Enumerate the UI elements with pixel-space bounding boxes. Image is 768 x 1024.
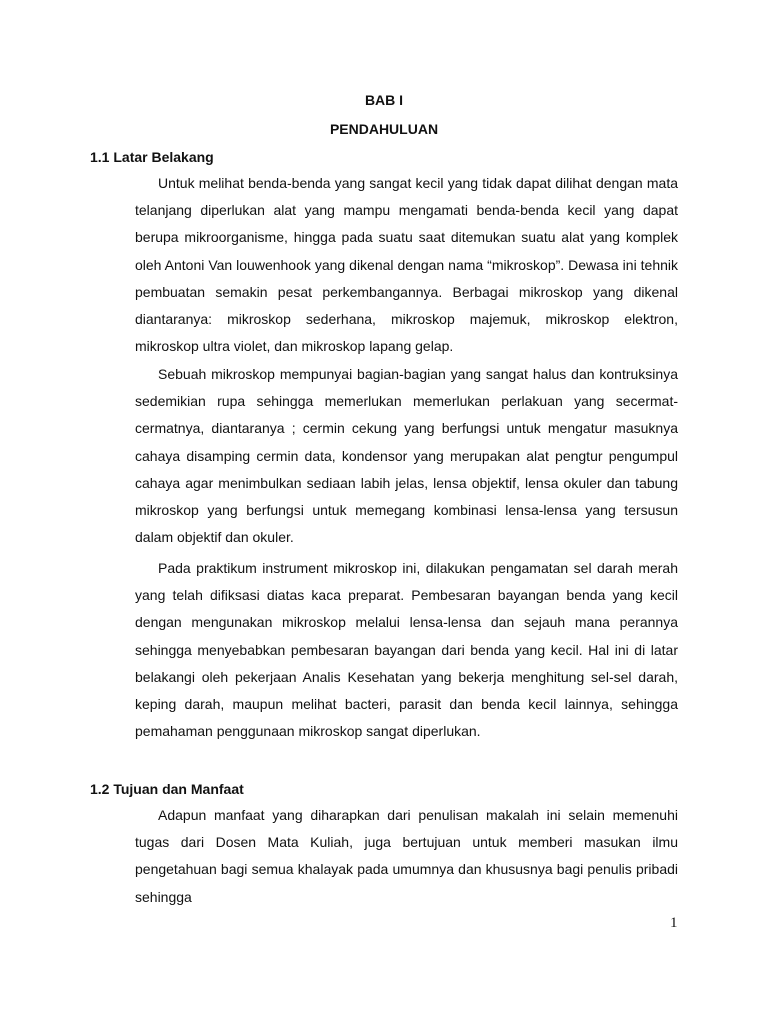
page-number: 1 — [670, 915, 678, 931]
body-paragraph: Pada praktikum instrument mikroskop ini, dilakukan pengamatan sel darah merah yang telah difiksasi diatas kaca preparat. Pembesaran bayangan benda yang kecil dengan mengunakan mikroskop melalui lensa-lensa dan sejauh mana perannya sehingga menyebabkan pembesaran bayangan dari benda yang kecil. Hal ini di latar belakangi oleh pekerjaan Analis Kesehatan yang bekerja menghitung sel-sel darah, keping darah, maupun melihat bacteri, parasit dan benda kecil lainnya, sehingga pemahaman penggunaan mikroskop sangat diperlukan. — [135, 560, 678, 740]
body-paragraph: Adapun manfaat yang diharapkan dari penulisan makalah ini selain memenuhi tugas dari Dosen Mata Kuliah, juga bertujuan untuk memberi masukan ilmu pengetahuan bagi semua khalayak pada umumnya dan khususnya bagi penulis pribadi sehingga — [135, 807, 678, 905]
section-heading-tujuan-dan-manfaat: 1.2 Tujuan dan Manfaat — [90, 781, 244, 797]
body-paragraph: Sebuah mikroskop mempunyai bagian-bagian yang sangat halus dan kontruksinya sedemikian rupa sehingga memerlukan memerlukan perlakuan yang secermat-cermatnya, diantaranya ; cermin cekung yang berfungsi untuk mengatur masuknya cahaya disamping cermin data, kondensor yang merupakan alat pengtur pengumpul cahaya agar menimbulkan sediaan labih jelas, lensa objektif, lensa okuler dan tabung mikroskop yang berfungsi untuk memegang kombinasi lensa-lensa yang tersusun dalam objektif dan okuler. — [135, 366, 678, 546]
section-heading-latar-belakang: 1.1 Latar Belakang — [90, 149, 214, 165]
chapter-number: BAB I — [364, 92, 404, 108]
body-paragraph: Untuk melihat benda-benda yang sangat kecil yang tidak dapat dilihat dengan mata telanjang diperlukan alat yang mampu mengamati benda-benda kecil yang dapat berupa mikroorganisme, hingga pada suatu saat ditemukan suatu alat yang komplek oleh Antoni Van louwenhook yang dikenal dengan nama “mikroskop”. Dewasa ini tehnik pembuatan semakin pesat perkembangannya. Berbagai mikroskop yang dikenal diantaranya: mikroskop sederhana, mikroskop majemuk, mikroskop elektron, mikroskop ultra violet, dan mikroskop lapang gelap. — [135, 175, 678, 355]
chapter-title: PENDAHULUAN — [329, 121, 439, 137]
